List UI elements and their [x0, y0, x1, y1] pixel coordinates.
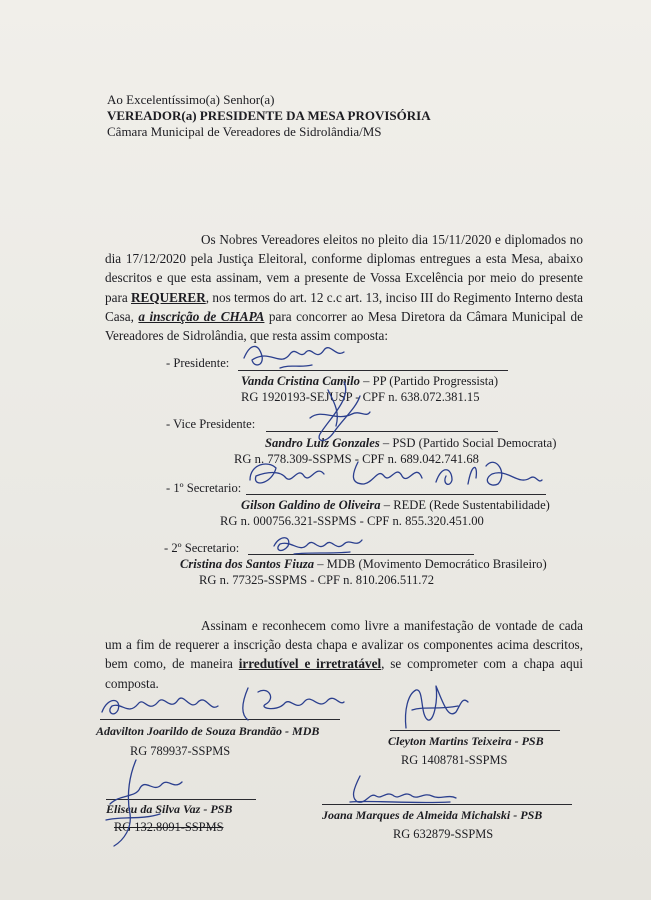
member-role-vice-president: - Vice Presidente:	[166, 417, 256, 431]
addressee-title: VEREADOR(a) PRESIDENTE DA MESA PROVISÓRIA	[107, 108, 431, 123]
member-ids-first-secretary: RG n. 000756.321-SSPMS - CPF n. 855.320.451.00	[220, 514, 484, 528]
request-text-end: para concorrer ao Mesa Diretora da Câmara Municipal de Vereadores de Sidrolândia, que resta assim composta:	[105, 308, 583, 344]
signatory-name: Joana Marques de Almeida Michalski - PSB	[322, 808, 543, 822]
member-ids-vice-president: RG n. 778.309-SSPMS - CPF n. 689.042.741.68	[234, 452, 479, 466]
handwritten-signature-icon	[398, 680, 478, 740]
member-name-vice-president: Sandro Luiz Gonzales – PSD (Partido Social Democrata)	[265, 436, 557, 450]
signatory-name: Cleyton Martins Teixeira - PSB	[388, 734, 544, 748]
institution-name: Câmara Municipal de Vereadores de Sidrolândia/MS	[107, 124, 382, 139]
signatory-rg: RG 1408781-SSPMS	[401, 753, 508, 767]
member-role-president: - Presidente:	[166, 356, 230, 370]
member-ids-second-secretary: RG n. 77325-SSPMS - CPF n. 810.206.511.72	[199, 573, 435, 587]
member-ids-president: RG 1920193-SEJUSP - CPF n. 638.072.381.15	[241, 390, 480, 404]
signatory-name: Adavilton Joarildo de Souza Brandão - MDB	[96, 724, 320, 738]
member-role-second-secretary: - 2º Secretario:	[164, 541, 240, 555]
signatory-rg: RG 632879-SSPMS	[393, 827, 494, 841]
handwritten-signature-icon	[270, 530, 366, 560]
salutation: Ao Excelentíssimo(a) Senhor(a)	[107, 92, 275, 107]
handwritten-signature-icon	[240, 338, 360, 378]
chapa-keyword: a inscrição de CHAPA	[138, 308, 265, 324]
handwritten-signature-icon	[98, 682, 348, 728]
handwritten-signature-icon	[300, 378, 380, 448]
irrevocable-keyword: irredutível e irretratável	[238, 656, 382, 672]
handwritten-signature-icon	[246, 454, 546, 500]
signatory-name: Eliseu da Silva Vaz - PSB	[106, 802, 233, 816]
requerer-keyword: REQUERER	[131, 289, 206, 305]
request-text: Os Nobres Vereadores eleitos no pleito dia 15/11/2020 e diplomados no dia 17/12/2020 pela Justiça Eleitoral, conforme diplomas entregues a esta Mesa, abaixo descritos e que esta assinam, vem a presente de Vossa Excelência por meio do presente para	[105, 232, 583, 305]
request-paragraph	[105, 230, 583, 345]
member-name-first-secretary: Gilson Galdino de Oliveira – REDE (Rede Sustentabilidade)	[241, 498, 550, 512]
signatory-rg: RG 789937-SSPMS	[130, 744, 231, 758]
closing-text: Assinam e reconhecem como livre a manifestação de vontade de cada um a fim de requerer a inscrição desta chapa e avalizar os componentes acima descritos, bem como, de maneira	[105, 618, 583, 672]
handwritten-signature-icon	[340, 772, 470, 812]
signatory-rg: RG 132.8091-SSPMS	[114, 820, 224, 834]
handwritten-signature-icon	[100, 754, 200, 850]
member-name-president: Vanda Cristina Camilo – PP (Partido Progressista)	[241, 374, 499, 388]
closing-text-end: , se comprometer com a chapa aqui composta.	[105, 656, 583, 691]
member-role-first-secretary: - 1º Secretario:	[166, 481, 242, 495]
request-text-cont: , nos termos do art. 12 c.c art. 13, inciso III do Regimento Interno desta Casa,	[105, 289, 583, 324]
member-name-second-secretary: Cristina dos Santos Fiuza – MDB (Movimento Democrático Brasileiro)	[180, 557, 547, 571]
